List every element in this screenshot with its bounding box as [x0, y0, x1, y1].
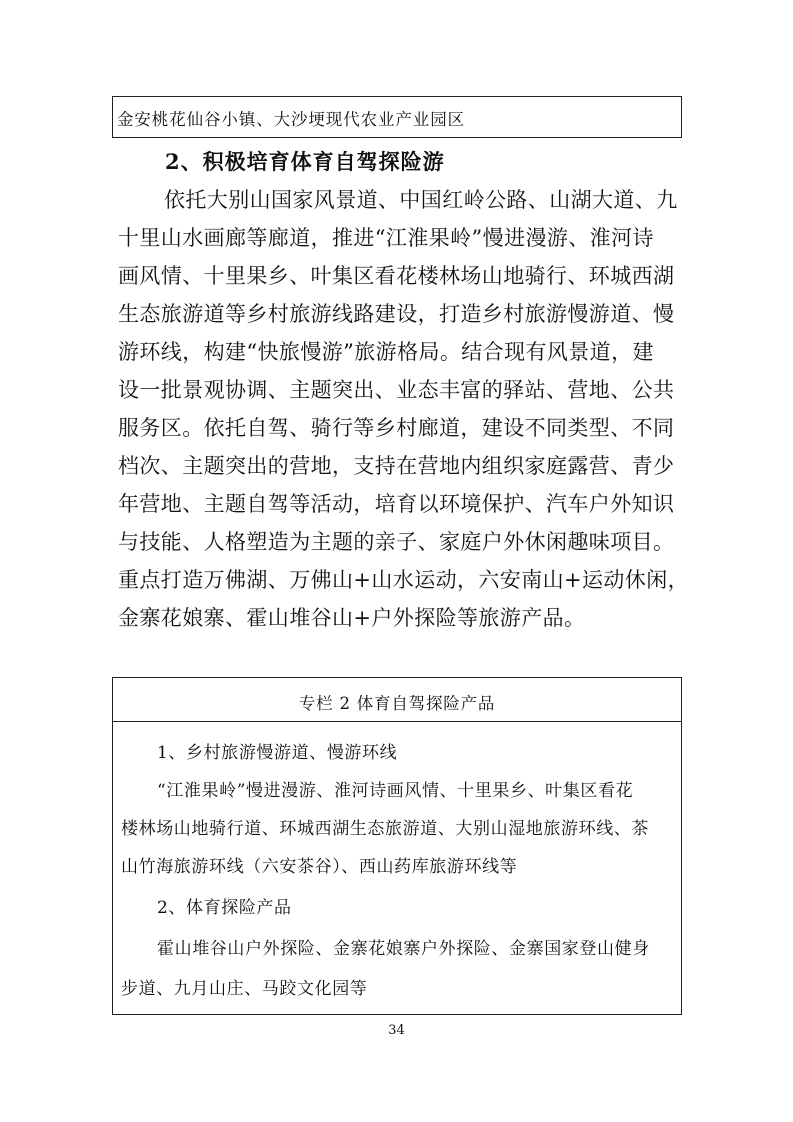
panel-line: 步道、九月山庄、马跤文化园等: [121, 979, 368, 999]
panel-line: 霍山堆谷山户外探险、金寨花娘寨户外探险、金寨国家登山健身: [157, 939, 650, 959]
panel-title: 专栏 2 体育自驾探险产品: [298, 694, 496, 713]
paragraph-line: 年营地、主题自驾等活动，培育以环境保护、汽车户外知识: [118, 492, 675, 516]
panel-title-row: [113, 678, 681, 722]
paragraph-line: 金寨花娘寨、霍山堆谷山+户外探险等旅游产品。: [118, 606, 586, 630]
paragraph-line: 游环线，构建“快旅慢游”旅游格局。结合现有风景道，建: [118, 340, 654, 364]
paragraph-line: 设一批景观协调、主题突出、业态丰富的驿站、营地、公共: [118, 378, 675, 402]
feature-panel: [112, 677, 682, 1015]
page-number: 34: [388, 1023, 405, 1038]
paragraph-line: 档次、主题突出的营地，支持在营地内组织家庭露营、青少: [118, 454, 675, 478]
paragraph-line: 依托大别山国家风景道、中国红岭公路、山湖大道、九: [164, 188, 678, 212]
panel-line: 山竹海旅游环线（六安茶谷）、西山药库旅游环线等: [121, 857, 518, 877]
panel-line: 楼林场山地骑行道、环城西湖生态旅游道、大别山湿地旅游环线、茶: [121, 819, 649, 839]
section-heading: 2、积极培育体育自驾探险游: [165, 149, 445, 174]
panel-subheading: 2、体育探险产品: [157, 898, 292, 918]
top-cell-text: 金安桃花仙谷小镇、大沙埂现代农业产业园区: [117, 110, 465, 129]
paragraph-line: 十里山水画廊等廊道，推进“江淮果岭”慢进漫游、淮河诗: [118, 226, 654, 250]
panel-subheading: 1、乡村旅游慢游道、慢游环线: [157, 743, 398, 763]
top-table-cell: [112, 96, 682, 138]
panel-line: “江淮果岭”慢进漫游、淮河诗画风情、十里果乡、叶集区看花: [157, 781, 634, 801]
paragraph-line: 服务区。依托自驾、骑行等乡村廊道，建设不同类型、不同: [118, 416, 675, 440]
paragraph-line: 与技能、人格塑造为主题的亲子、家庭户外休闲趣味项目。: [118, 530, 675, 554]
paragraph-line: 画风情、十里果乡、叶集区看花楼林场山地骑行、环城西湖: [118, 264, 675, 288]
paragraph-line: 生态旅游道等乡村旅游线路建设，打造乡村旅游慢游道、慢: [118, 302, 675, 326]
paragraph-line: 重点打造万佛湖、万佛山+山水运动，六安南山+运动休闲，: [118, 568, 689, 592]
